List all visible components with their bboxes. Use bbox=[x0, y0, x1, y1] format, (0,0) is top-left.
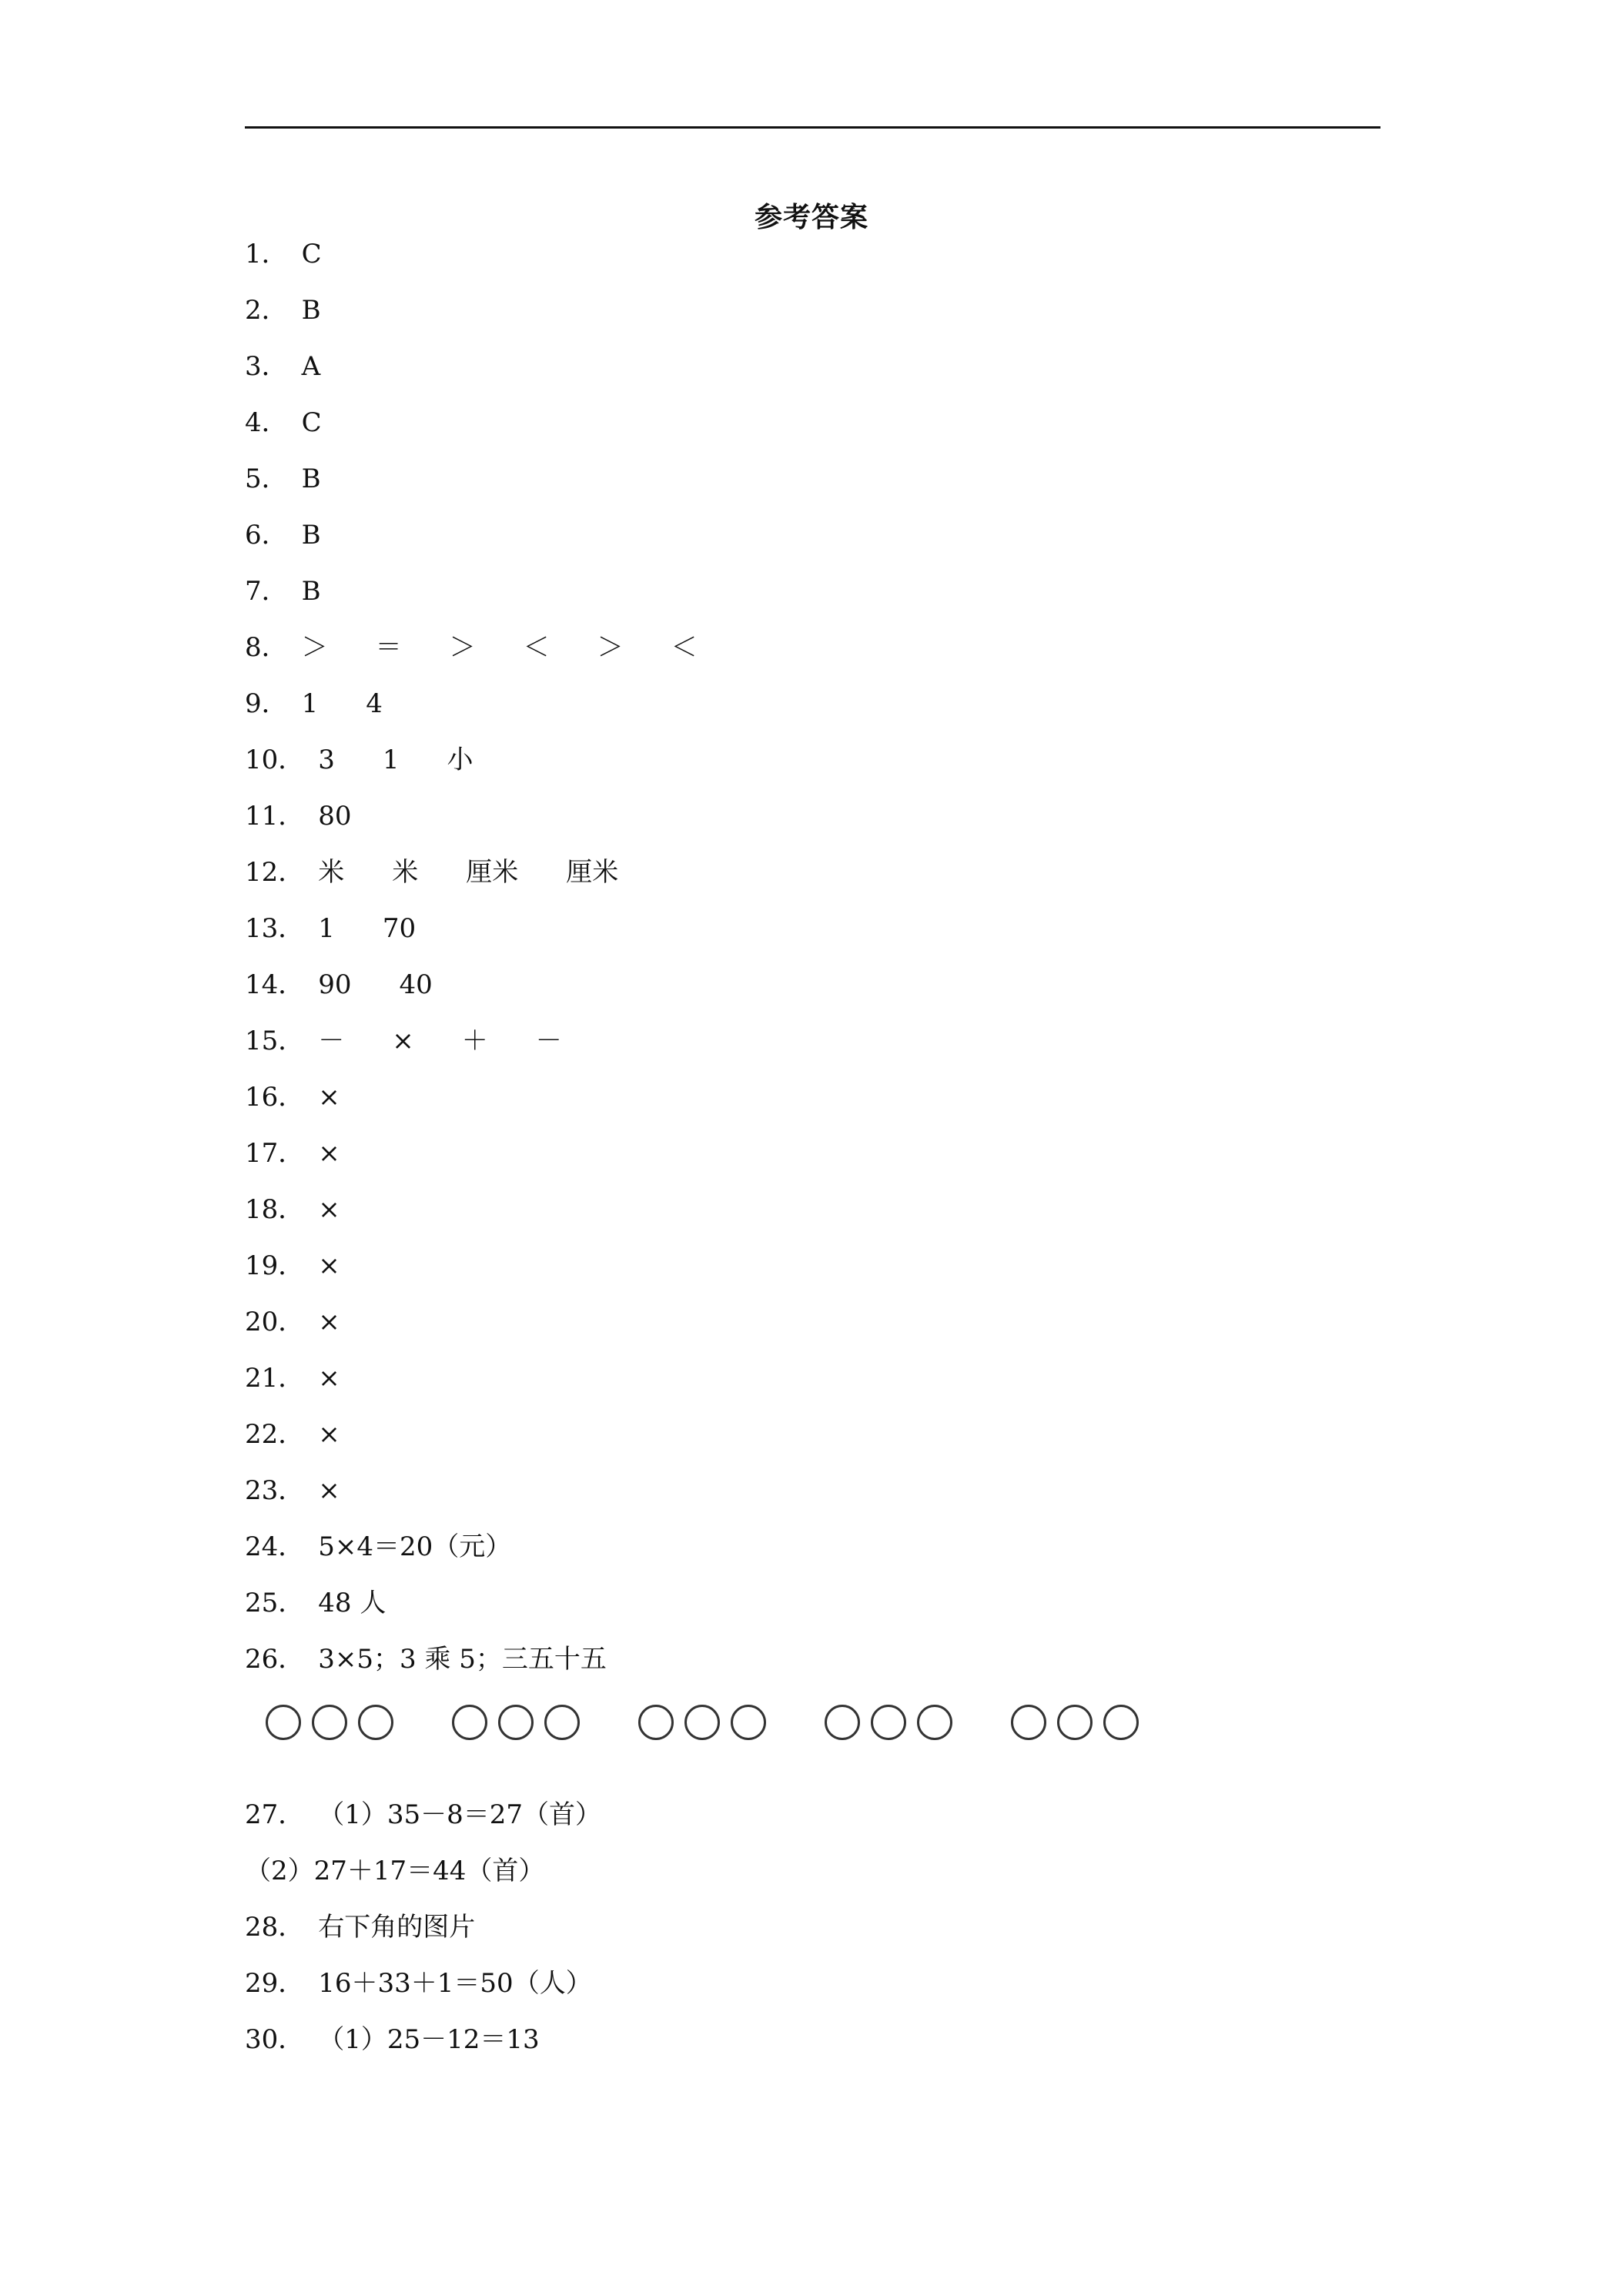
answer-value: 48 人 bbox=[318, 1588, 387, 1618]
answer-value: × bbox=[392, 1026, 414, 1056]
answer-value: ＞ bbox=[597, 632, 624, 663]
circle-group bbox=[452, 1703, 598, 1746]
question-number: 10． bbox=[245, 745, 305, 775]
answer-value: 4 bbox=[366, 688, 383, 719]
answer-value: 16＋33＋1＝50（人） bbox=[318, 1968, 592, 1999]
question-number: 28． bbox=[245, 1912, 305, 1943]
circle-icon bbox=[544, 1705, 580, 1740]
answer-value: × bbox=[318, 1250, 340, 1281]
answer-value: 右下角的图片 bbox=[318, 1912, 476, 1943]
answer-value: × bbox=[318, 1194, 340, 1225]
answer-line bbox=[245, 966, 433, 1003]
question-number: 19． bbox=[245, 1250, 305, 1281]
answer-value: 5×4＝20（元） bbox=[318, 1531, 512, 1562]
answer-value: ＞ bbox=[449, 632, 476, 663]
question-number: 5． bbox=[245, 464, 288, 494]
answer-line bbox=[245, 1641, 607, 1678]
answer-line bbox=[245, 1022, 562, 1059]
question-number: 29． bbox=[245, 1968, 305, 1999]
circle-icon bbox=[1011, 1705, 1046, 1740]
question-number: 2． bbox=[245, 295, 288, 326]
answer-value: B bbox=[301, 520, 321, 551]
circle-icon bbox=[731, 1705, 766, 1740]
answer-line bbox=[245, 1472, 340, 1509]
answer-line bbox=[245, 685, 383, 722]
question-number: 13． bbox=[245, 913, 305, 944]
question-number: 16． bbox=[245, 1082, 305, 1113]
answer-line bbox=[245, 573, 321, 610]
answer-value: ＜ bbox=[523, 632, 550, 663]
question-number: 25． bbox=[245, 1588, 305, 1618]
answer-line bbox=[245, 2021, 540, 2058]
circle-icon bbox=[498, 1705, 534, 1740]
answer-line bbox=[245, 1965, 592, 2002]
question-number: 17． bbox=[245, 1138, 305, 1169]
answer-line bbox=[245, 292, 321, 329]
answer-value: 米 bbox=[392, 857, 419, 888]
answer-value: ＝ bbox=[375, 632, 402, 663]
question-number: 1． bbox=[245, 239, 288, 269]
answer-value: （1）25－12＝13 bbox=[318, 2024, 540, 2055]
circle-icon bbox=[1057, 1705, 1093, 1740]
header-rule bbox=[245, 126, 1380, 129]
answer-value: 米 bbox=[318, 857, 345, 888]
answer-value: ＋ bbox=[461, 1026, 488, 1056]
answer-value: － bbox=[318, 1026, 345, 1056]
answer-value: ＜ bbox=[671, 632, 698, 663]
page-title: 参考答案 bbox=[754, 201, 868, 233]
answer-value: 3 bbox=[318, 745, 335, 775]
answer-value: 小 bbox=[447, 745, 474, 775]
answer-value: （1）35－8＝27（首） bbox=[318, 1799, 602, 1830]
answer-line bbox=[245, 910, 416, 947]
answer-value: 80 bbox=[318, 801, 352, 832]
answer-value: 1 bbox=[382, 745, 400, 775]
question-number: 26． bbox=[245, 1644, 305, 1675]
answer-value: × bbox=[318, 1475, 340, 1506]
circle-icon bbox=[871, 1705, 906, 1740]
answer-value: × bbox=[318, 1363, 340, 1394]
answer-value: 1 bbox=[301, 688, 319, 719]
answer-line bbox=[245, 1360, 340, 1397]
answer-line bbox=[245, 1135, 340, 1172]
answer-value: B bbox=[301, 576, 321, 607]
question-number: 6． bbox=[245, 520, 288, 551]
question-number: 30． bbox=[245, 2024, 305, 2055]
circle-group bbox=[1011, 1703, 1157, 1746]
circle-group bbox=[638, 1703, 785, 1746]
circle-icon bbox=[358, 1705, 393, 1740]
question-number: 14． bbox=[245, 969, 305, 1000]
question-number: 9． bbox=[245, 688, 288, 719]
answer-line bbox=[245, 348, 320, 385]
answer-line bbox=[245, 1796, 601, 1833]
answer-value: × bbox=[318, 1419, 340, 1450]
answer-line bbox=[245, 1191, 340, 1228]
answer-line bbox=[245, 517, 321, 554]
question-number: 3． bbox=[245, 351, 288, 382]
answer-line bbox=[245, 629, 698, 666]
answer-value: ＞ bbox=[301, 632, 328, 663]
answer-value: 90 bbox=[318, 969, 352, 1000]
circle-icon bbox=[1103, 1705, 1139, 1740]
question-number: 15． bbox=[245, 1026, 305, 1056]
circle-icon bbox=[266, 1705, 301, 1740]
answer-line bbox=[245, 1079, 340, 1116]
answer-line bbox=[245, 1528, 511, 1565]
circle-icon bbox=[452, 1705, 487, 1740]
question-number: 24． bbox=[245, 1531, 305, 1562]
answer-value: 厘米 bbox=[466, 857, 519, 888]
answer-line bbox=[245, 741, 474, 778]
answer-line bbox=[245, 854, 618, 891]
answer-value: A bbox=[301, 351, 321, 382]
question-number: 7． bbox=[245, 576, 288, 607]
circle-icon bbox=[638, 1705, 674, 1740]
answer-line bbox=[245, 404, 322, 441]
answer-value: × bbox=[318, 1138, 340, 1169]
answer-line bbox=[245, 1853, 544, 1889]
circle-icon bbox=[684, 1705, 720, 1740]
answer-value: （2）27＋17＝44（首） bbox=[245, 1856, 545, 1886]
answer-value: × bbox=[318, 1082, 340, 1113]
question-number: 20． bbox=[245, 1307, 305, 1337]
answer-value: 1 bbox=[318, 913, 335, 944]
answer-line bbox=[245, 1585, 386, 1622]
answer-line bbox=[245, 798, 352, 835]
question-number: 27． bbox=[245, 1799, 305, 1830]
answer-line bbox=[245, 1304, 340, 1340]
answer-line bbox=[245, 1909, 475, 1946]
answer-value: B bbox=[301, 295, 321, 326]
question-number: 11． bbox=[245, 801, 305, 832]
circle-group bbox=[266, 1703, 412, 1746]
circle-icon bbox=[825, 1705, 860, 1740]
answer-value: － bbox=[535, 1026, 562, 1056]
circle-group bbox=[825, 1703, 971, 1746]
circle-icon bbox=[312, 1705, 347, 1740]
answer-value: C bbox=[301, 239, 322, 269]
question-number: 23． bbox=[245, 1475, 305, 1506]
question-number: 12． bbox=[245, 857, 305, 888]
question-number: 21． bbox=[245, 1363, 305, 1394]
answer-value: 厘米 bbox=[566, 857, 619, 888]
answer-line bbox=[245, 460, 321, 497]
answer-value: 3×5；3 乘 5；三五十五 bbox=[318, 1644, 607, 1675]
answer-line bbox=[245, 1416, 340, 1453]
circle-icon bbox=[917, 1705, 952, 1740]
question-number: 18． bbox=[245, 1194, 305, 1225]
answer-value: C bbox=[301, 407, 322, 438]
question-number: 8． bbox=[245, 632, 288, 663]
question-number: 4． bbox=[245, 407, 288, 438]
answer-value: B bbox=[301, 464, 321, 494]
question-number: 22． bbox=[245, 1419, 305, 1450]
answer-value: × bbox=[318, 1307, 340, 1337]
answer-line bbox=[245, 236, 322, 273]
answer-line bbox=[245, 1247, 340, 1284]
answer-value: 40 bbox=[399, 969, 433, 1000]
answer-value: 70 bbox=[382, 913, 417, 944]
